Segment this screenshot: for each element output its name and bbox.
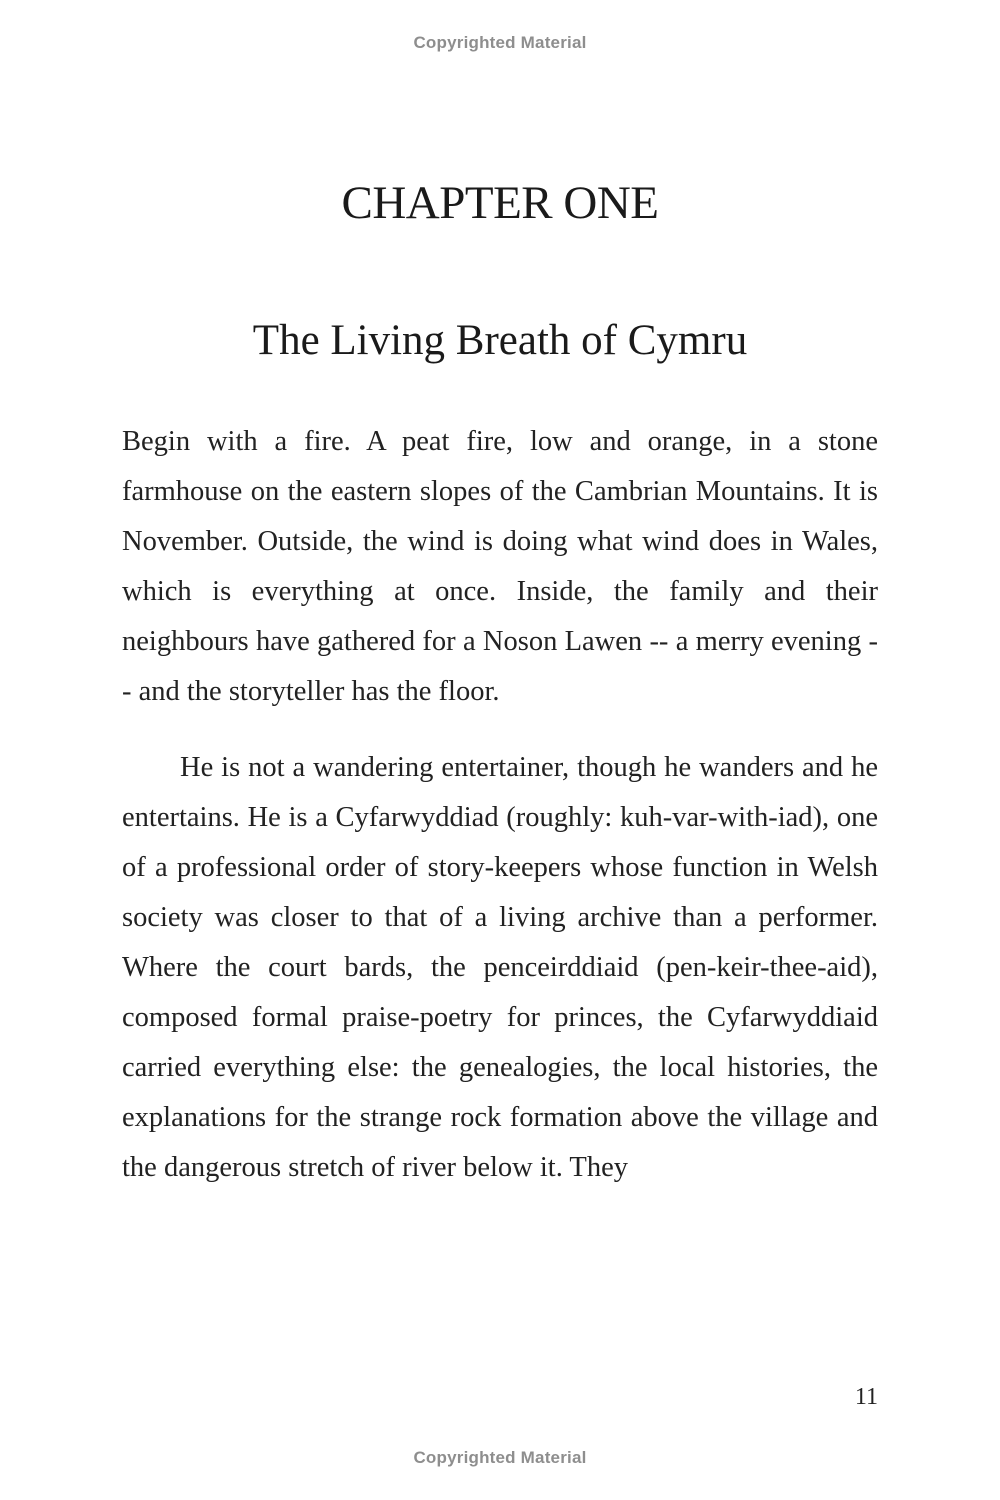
copyright-watermark-top: Copyrighted Material bbox=[413, 33, 587, 52]
page-number: 11 bbox=[854, 1384, 878, 1410]
chapter-title: The Living Breath of Cymru bbox=[252, 317, 748, 364]
paragraph: He is not a wandering entertainer, though he wanders and he entertains. He is a Cyfarwyddiad (roughly: kuh-var-with-iad), one of a professional order of story-keepers whose function in Welsh society was closer to that of a living archive than a performer. Where the court bards, the penceirddiaid (pen-keir-thee-aid), composed formal praise-poetry for princes, the Cyfarwyddiaid carried everything else: the genealogies, the local histories, the explanations for the strange rock formation above the village and the dangerous stretch of river below it. They bbox=[122, 751, 878, 1184]
chapter-heading: CHAPTER ONE bbox=[341, 177, 659, 229]
body-text bbox=[122, 417, 878, 1193]
copyright-watermark-bottom: Copyrighted Material bbox=[413, 1448, 587, 1467]
paragraph: Begin with a fire. A peat fire, low and orange, in a stone farmhouse on the eastern slopes of the Cambrian Mountains. It is November. Outside, the wind is doing what wind does in Wales, which is everything at once. Inside, the family and their neighbours have gathered for a Noson Lawen -- a merry evening -- and the storyteller has the floor. bbox=[122, 426, 878, 708]
